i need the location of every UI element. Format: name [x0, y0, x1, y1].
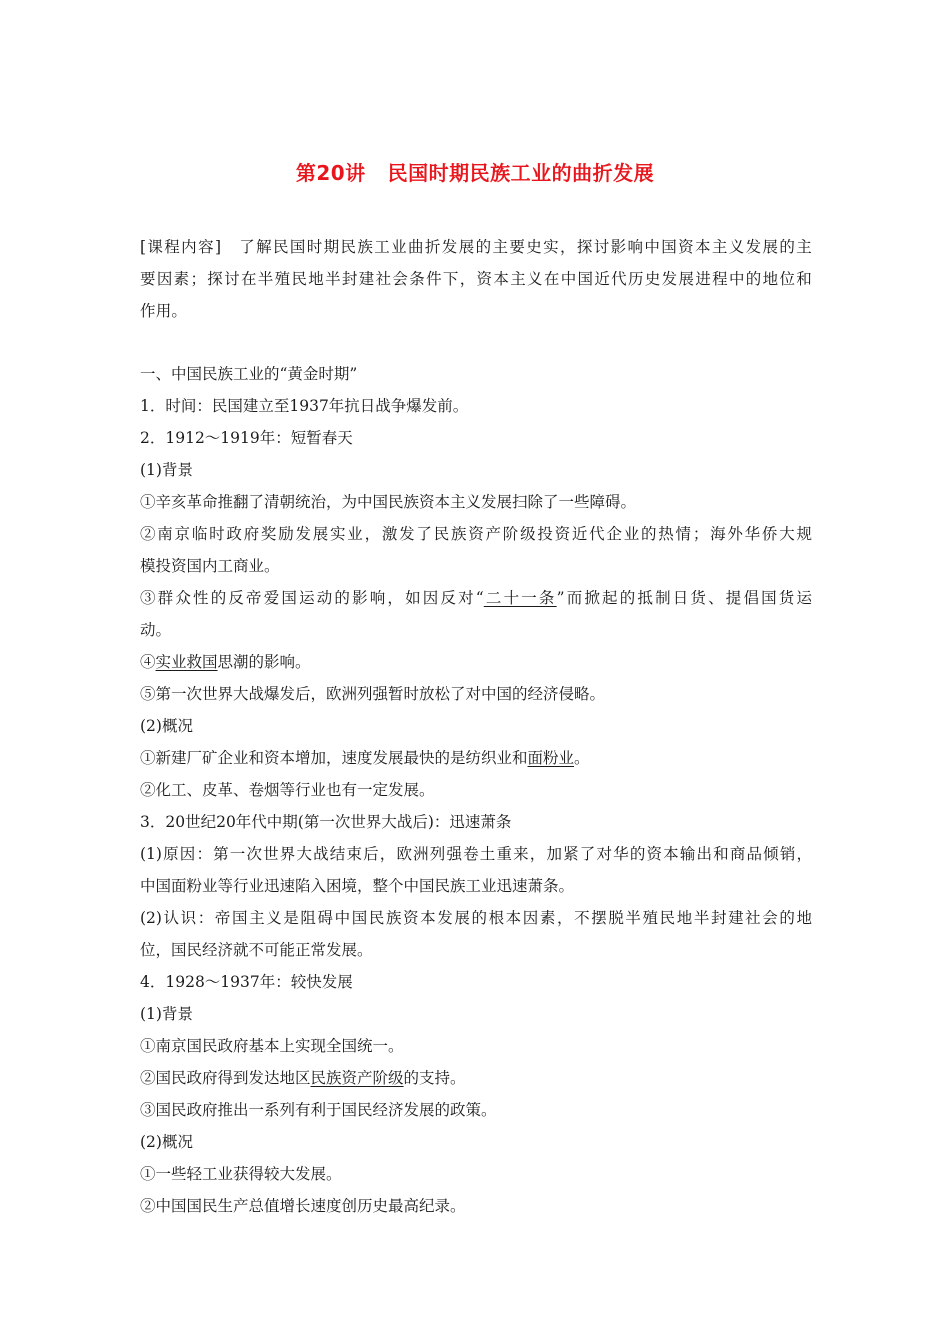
underlined-term: 二十一条	[483, 589, 557, 607]
page-title	[0, 157, 950, 186]
intro-line: [课程内容] 了解民国时期民族工业曲折发展的主要史实，探讨影响中国资本主义发展的主	[140, 238, 812, 256]
intro-line: 作用。	[140, 302, 188, 320]
point-heading: 2．1912～1919年：短暂春天	[140, 429, 353, 447]
point-heading: 4．1928～1937年：较快发展	[140, 973, 353, 991]
list-item: ②中国国民生产总值增长速度创历史最高纪录。	[140, 1197, 466, 1215]
list-item: ⑤第一次世界大战爆发后，欧洲列强暂时放松了对中国的经济侵略。	[140, 685, 606, 703]
list-item-continuation: 模投资国内工商业。	[140, 557, 280, 575]
list-item: ④实业救国思潮的影响。	[140, 653, 311, 671]
underlined-term: 面粉业	[527, 749, 575, 767]
sub-heading: (2)概况	[140, 717, 193, 735]
list-item: ①南京国民政府基本上实现全国统一。	[140, 1037, 404, 1055]
list-item: ②国民政府得到发达地区民族资产阶级的支持。	[140, 1069, 466, 1087]
paragraph-line: (2)认识：帝国主义是阻碍中国民族资本发展的根本因素，不摆脱半殖民地半封建社会的地	[140, 909, 812, 927]
intro-line: 要因素；探讨在半殖民地半封建社会条件下，资本主义在中国近代历史发展进程中的地位和	[140, 270, 812, 288]
list-item: ③群众性的反帝爱国运动的影响，如因反对“二十一条”而掀起的抵制日货、提倡国货运	[140, 589, 812, 607]
sub-heading: (1)背景	[140, 1005, 193, 1023]
list-item: ①辛亥革命推翻了清朝统治，为中国民族资本主义发展扫除了一些障碍。	[140, 493, 637, 511]
underlined-term: 实业救国	[155, 653, 218, 671]
list-item-continuation: 动。	[140, 621, 172, 639]
list-item: ②化工、皮革、卷烟等行业也有一定发展。	[140, 781, 435, 799]
point-heading: 1．时间：民国建立至1937年抗日战争爆发前。	[140, 397, 469, 415]
document-body	[140, 231, 812, 1222]
paragraph-line: 位，国民经济就不可能正常发展。	[140, 941, 373, 959]
list-item: ①一些轻工业获得较大发展。	[140, 1165, 342, 1183]
list-item: ③国民政府推出一系列有利于国民经济发展的政策。	[140, 1101, 497, 1119]
list-item: ①新建厂矿企业和资本增加，速度发展最快的是纺织业和面粉业。	[140, 749, 590, 767]
section-heading: 一、中国民族工业的“黄金时期”	[140, 365, 358, 383]
sub-heading: (1)背景	[140, 461, 193, 479]
paragraph-line: (1)原因：第一次世界大战结束后，欧洲列强卷土重来，加紧了对华的资本输出和商品倾销，	[140, 845, 812, 863]
lecture-topic: 民国时期民族工业的曲折发展	[387, 161, 655, 185]
list-item: ②南京临时政府奖励发展实业，激发了民族资产阶级投资近代企业的热情；海外华侨大规	[140, 525, 812, 543]
underlined-term: 民族资产阶级	[310, 1069, 404, 1087]
course-content-intro	[140, 231, 812, 327]
point-heading: 3．20世纪20年代中期(第一次世界大战后)：迅速萧条	[140, 813, 512, 831]
lecture-number: 第20讲	[295, 161, 366, 185]
sub-heading: (2)概况	[140, 1133, 193, 1151]
paragraph-line: 中国面粉业等行业迅速陷入困境，整个中国民族工业迅速萧条。	[140, 877, 575, 895]
